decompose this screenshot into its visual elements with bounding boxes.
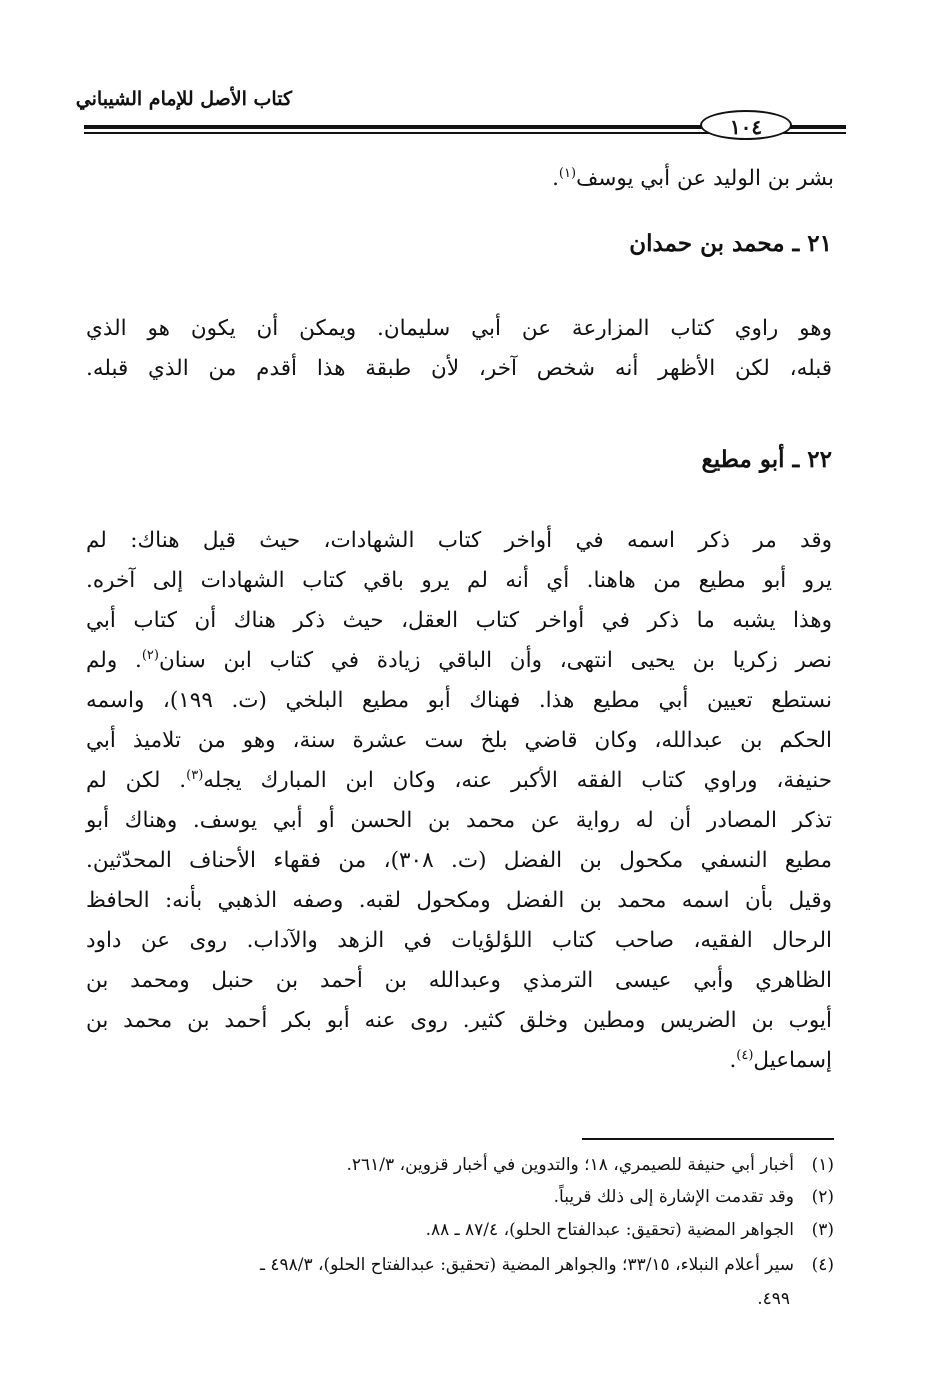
text-line: الحكم بن عبدالله، وكان قاضي بلخ ست عشرة سنة، وهو من تلاميذ أبي: [86, 728, 832, 753]
footnote-number: (١): [811, 1155, 834, 1175]
text-line: يرو أبو مطيع من هاهنا. أي أنه لم يرو باقي كتاب الشهادات إلى آخره.: [86, 568, 832, 593]
footnote-4: [260, 1252, 834, 1278]
text-line: تذكر المصادر أن له رواية عن محمد بن الحسن أو أبي يوسف. وهناك أبو: [86, 808, 832, 833]
footnote-number: (٢): [811, 1187, 834, 1207]
text-line: أيوب بن الضريس ومطين وخلق كثير. روى عنه أبو بكر أحمد بن محمد بن: [86, 1008, 832, 1033]
text-line: حنيفة، وراوي كتاب الفقه الأكبر عنه، وكان ابن المبارك يجله$^{(٣)}$. لكن لم: [86, 767, 832, 793]
footnote-2: [554, 1184, 834, 1210]
footnote-ref: (١): [558, 165, 577, 181]
footnote-ref: (٢): [141, 647, 159, 663]
page-number: ١٠٤: [700, 110, 792, 140]
footnote-ref: (٣): [186, 767, 204, 783]
footnote-divider: [582, 1138, 834, 1140]
footnote-text: أخبار أبي حنيفة للصيمري، ١٨؛ والتدوين في أخبار قزوين، ٢٦١/٣.: [346, 1155, 794, 1175]
text-line: الرحال الفقيه، صاحب كتاب اللؤلؤيات في الزهد والآداب. روى عن داود: [86, 928, 832, 953]
footnote-text: وقد تقدمت الإشارة إلى ذلك قريباً.: [553, 1187, 794, 1207]
text-line: وقد مر ذكر اسمه في أواخر كتاب الشهادات، حيث قيل هناك: لم: [86, 528, 832, 553]
text-line: نستطع تعيين أبي مطيع هذا. فهناك أبو مطيع البلخي (ت. ١٩٩)، واسمه: [86, 688, 832, 713]
text-line: الظاهري وأبي عيسى الترمذي وعبدالله بن أحمد بن حنبل ومحمد بن: [86, 968, 832, 993]
text-line: نصر زكريا بن يحيى انتهى، وأن الباقي زيادة في كتاب ابن سنان$^{(٢)}$. ولم: [86, 647, 832, 673]
footnote-3: [426, 1217, 834, 1243]
entry-heading-21: ٢١ ـ محمد بن حمدان: [629, 230, 832, 257]
text-line: مطيع النسفي مكحول بن الفضل (ت. ٣٠٨)، من فقهاء الأحناف المحدّثين.: [86, 848, 832, 873]
text-line: وهذا يشبه ما ذكر في أواخر كتاب العقل، حيث ذكر هناك أن كتاب أبي: [86, 608, 832, 633]
footnote-number: (٤): [811, 1255, 834, 1275]
text-line: إسماعيل$^{(٤)}$.: [729, 1047, 832, 1073]
footnote-text: سير أعلام النبلاء، ٣٣/١٥؛ والجواهر المضية (تحقيق: عبدالفتاح الحلو)، ٤٩٨/٣ ـ: [259, 1255, 794, 1275]
footnote-text: الجواهر المضية (تحقيق: عبدالفتاح الحلو)، ٨٧/٤ ـ ٨٨.: [425, 1220, 794, 1240]
footnote-number: (٣): [811, 1220, 834, 1240]
entry-heading-22: ٢٢ ـ أبو مطيع: [701, 446, 832, 473]
footnote-ref: (٤): [736, 1047, 754, 1063]
text-line: قبله، لكن الأظهر أنه شخص آخر، لأن طبقة هذا أقدم من الذي قبله.: [86, 356, 832, 381]
running-header-title: كتاب الأصل للإمام الشيباني: [75, 88, 292, 110]
footnote-4-continuation: ٤٩٩.: [757, 1289, 790, 1309]
text-line: بشر بن الوليد عن أبي يوسف$^{(١)}$.: [552, 165, 834, 191]
text-line: وقيل بأن اسمه محمد بن الفضل ومكحول لقبه. وصفه الذهبي بأنه: الحافظ: [86, 888, 832, 913]
footnote-1: [347, 1152, 835, 1178]
text-line: وهو راوي كتاب المزارعة عن أبي سليمان. ويمكن أن يكون هو الذي: [86, 316, 832, 341]
